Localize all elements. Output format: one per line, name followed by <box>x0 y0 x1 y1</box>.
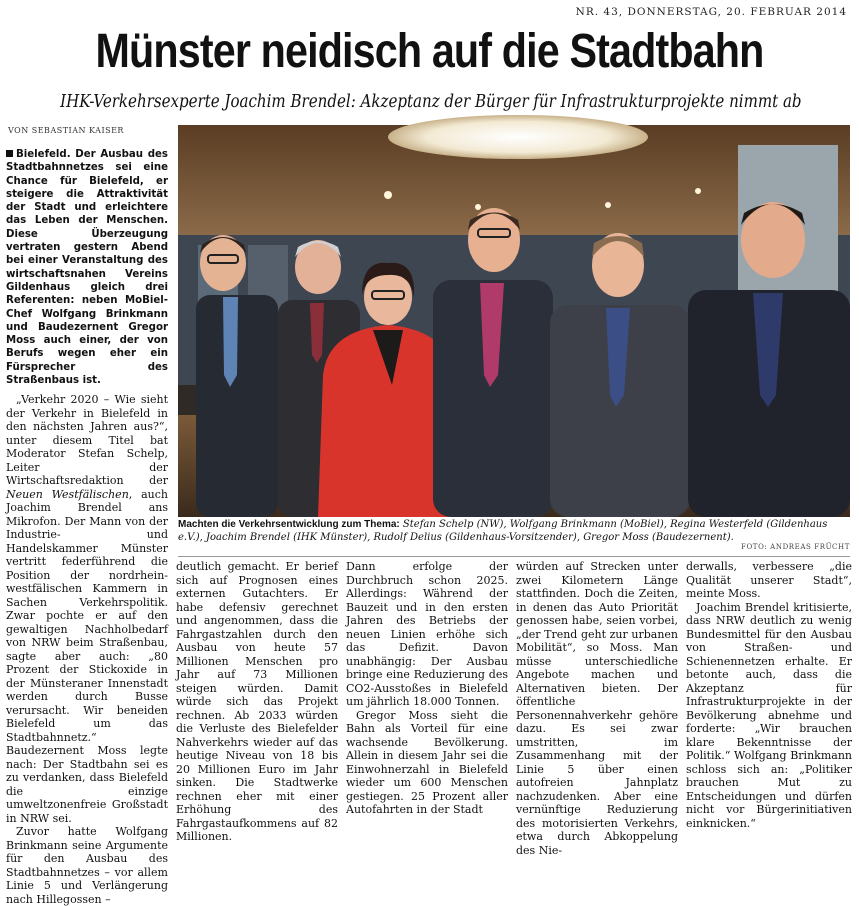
headline: Münster neidisch auf die Stadtbahn <box>95 25 764 78</box>
paragraph: Gregor Moss sieht die Bahn als Vorteil für eine wachsende Bevölkerung. Allein in diesem Jahr sei die Einwohnerzahl in Bielefeld wieder um 600 Menschen gestiegen. 25 Prozent aller Autofahrten in der Stadt <box>346 708 508 816</box>
event-photo <box>178 125 850 517</box>
paragraph: Dann erfolge der Durchbruch schon 2025. Allerdings: Während der Bauzeit und in den ersten Jahren des Betriebs der neuen Linien erhöhe sich das Defizit. Davon unabhängig: Der Ausbau bringe eine Reduzierung des CO2-Ausstoßes in Bielefeld um jährlich 18.000 Tonnen. <box>346 560 508 708</box>
caption-names: Stefan Schelp (NW), Wolfgang Brinkmann (MoBiel), Regina Westerfeld (Gildenhaus e.V.), Joachim Brendel (IHK Münster), Rudolf Delius (Gildenhaus-Vorsitzender), Gregor Moss (Baudezernent). <box>178 519 828 543</box>
photo-caption <box>178 519 850 544</box>
divider <box>178 556 850 557</box>
paragraph: Zuvor hatte Wolfgang Brinkmann seine Argumente für den Ausbau des Stadtbahnnetzes – vor allem Linie 5 und Verlängerung nach Hillegossen – <box>6 825 168 906</box>
article-column-5 <box>686 560 852 830</box>
bullet-square-icon <box>6 150 13 157</box>
paragraph: Joachim Brendel kritisierte, dass NRW deutlich zu wenig Bundesmittel für den Ausbau von Straßen- und Schienennetzen erhalte. Er betonte auch, dass die Akzeptanz für Infrastrukturprojekte in der Bevölkerung abnehme und forderte: „Wir brauchen klare Bekenntnisse der Politik.“ Wolfgang Brinkmann schloss sich an: „Politiker brauchen Mut zu Entscheidungen und dürfen nicht vor Bürgerinitiativen einknicken.“ <box>686 600 852 830</box>
paragraph: würden auf Strecken unter zwei Kilometern Länge stattfinden. Doch die Zeiten, in denen das Auto Priorität genossen habe, seien vorbei, „der Trend geht zur urbanen Mobilität“, so Moss. Man müsse unterschiedliche Angebote machen und Alternativen bieten. Der öffentliche Personennahverkehr gehöre dazu. Es sei zwar umstritten, im Zusammenhang mit der Linie 5 über einen autofreien Jahnplatz nachzudenken. Aber eine vernünftige Reduzierung des motorisierten Verkehrs, etwa durch Abkoppelung des Nie- <box>516 560 678 857</box>
lead-paragraph: Bielefeld. Der Ausbau des Stadtbahnnetzes sei eine Chance für Bielefeld, er steigere die Attraktivität der Stadt und erleichtere das Leben der Menschen. Diese Überzeugung vertraten gestern Abend bei einer Veranstaltung des wirtschaftsnahen Vereins Gildenhaus gleich drei Referenten: neben MoBiel-Chef Wolfgang Brinkmann und Baudezernent Gregor Moss auch einer, der von Berufs wegen eher ein Fürsprecher des Straßenbaus ist. <box>6 149 168 387</box>
group-photo-illustration <box>178 125 850 517</box>
issue-line: NR. 43, DONNERSTAG, 20. FEBRUAR 2014 <box>575 6 847 18</box>
paragraph: „Verkehr 2020 – Wie sieht der Verkehr in Bielefeld in den nächsten Jahren aus?“, unter diesem Titel bat Moderator Stefan Schelp, Leiter der Wirtschaftsredaktion der Neuen Westfälischen, auch Joachim Brendel ans Mikrofon. Der Mann von der Industrie- und Handelskammer Münster vertritt federführend die Position der nordrhein-westfälischen Kammern in Sachen Verkehrspolitik. Zwar pochte er auf den gewaltigen Nachholbedarf von NRW beim Straßenbau, sagte aber auch: „80 Prozent der Stickoxide in der Münsteraner Innenstadt werden durch Busse verursacht. Wir beneiden Bielefeld um das Stadtbahnnetz.“ Baudezernent Moss legte nach: Der Stadtbahn sei es zu verdanken, dass Bielefeld die einzige umweltzonenfreie Großstadt in NRW sei. <box>6 393 168 825</box>
paragraph: deutlich gemacht. Er berief sich auf Prognosen eines externen Gutachters. Er habe defensiv gerechnet und angenommen, dass die Fahrgastzahlen durch den Ausbau von heute 57 Millionen Menschen pro Jahr auf 73 Millionen steigen würden. Damit würde sich das Projekt rechnen. Ab 2033 würden die Verluste des Bielefelder Nahverkehrs wieder auf das heutige Niveau von 18 bis 20 Millionen Euro im Jahr sinken. Die Stadtwerke rechnen eher mit einer Erhöhung des Fahrgastaufkommens auf 82 Millionen. <box>176 560 338 843</box>
article-column-4 <box>516 560 678 857</box>
article-column-2 <box>176 560 338 843</box>
byline: VON SEBASTIAN KAISER <box>8 126 124 135</box>
article-column-3 <box>346 560 508 816</box>
paragraph: derwalls, verbessere „die Qualität unserer Stadt“, meinte Moss. <box>686 560 852 600</box>
caption-title: Machten die Verkehrsentwicklung zum Thema: <box>178 519 400 530</box>
article-column-1 <box>6 148 168 906</box>
photo-credit: FOTO: ANDREAS FRÜCHT <box>741 543 850 551</box>
subheadline: IHK-Verkehrsexperte Joachim Brendel: Akzeptanz der Bürger für Infrastrukturprojekte nimmt ab <box>60 92 802 112</box>
